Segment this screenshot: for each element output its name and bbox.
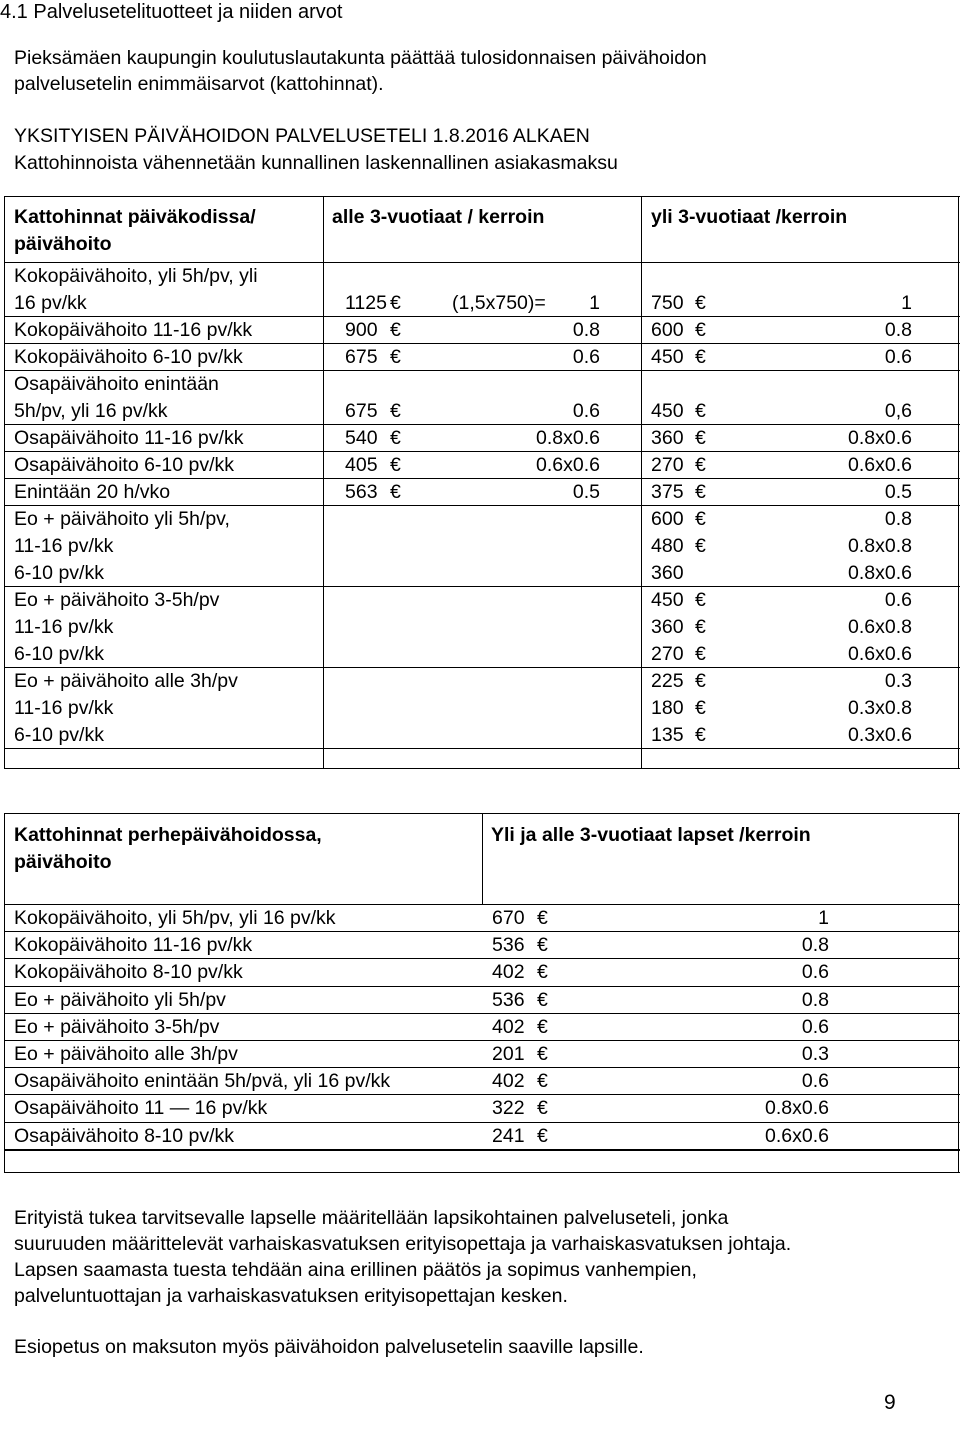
row-label: Eo + päivähoito 3-5h/pv — [14, 589, 220, 611]
price-over3: 360 — [651, 427, 684, 449]
table-border — [4, 768, 960, 769]
table-border — [4, 1172, 960, 1173]
euro-symbol: € — [537, 1097, 548, 1120]
formula-under3: (1,5x750)= — [452, 292, 546, 314]
table-border — [323, 196, 324, 769]
euro-symbol: € — [390, 400, 401, 422]
price-over3: 360 — [651, 562, 684, 584]
coef: 0.6 — [801, 1015, 829, 1038]
table-header-label: Kattohinnat päiväkodissa/ — [14, 206, 256, 228]
row-separator — [4, 904, 960, 905]
row-label: Osapäivähoito 11-16 pv/kk — [14, 427, 244, 449]
row-separator — [4, 1040, 960, 1041]
coef: 0.8x0.6 — [765, 1097, 829, 1120]
coef-over3: 0.3x0.8 — [848, 697, 912, 719]
row-separator — [4, 586, 960, 587]
table-header-over3: yli 3-vuotiaat /kerroin — [651, 206, 848, 228]
price-over3: 375 — [651, 481, 684, 503]
price: 201 — [492, 1043, 525, 1065]
row-separator — [4, 478, 960, 479]
row-separator — [4, 343, 960, 344]
price-under3: 563 — [345, 481, 378, 503]
row-label: Kokopäivähoito, yli 5h/pv, yli — [14, 265, 258, 287]
price-over3: 450 — [651, 400, 684, 422]
euro-symbol: € — [390, 427, 401, 449]
coef-over3: 0.8x0.8 — [848, 535, 912, 557]
row-separator — [4, 1013, 960, 1014]
coef-over3: 0.8x0.6 — [848, 427, 912, 449]
euro-symbol: € — [537, 988, 548, 1011]
coef-over3: 0.8x0.6 — [848, 562, 912, 584]
row-separator — [4, 370, 960, 371]
table-header-label: päivähoito — [14, 233, 112, 255]
coef-over3: 0.6x0.6 — [848, 454, 912, 476]
row-label: Kokopäivähoito, yli 5h/pv, yli 16 pv/kk — [14, 907, 336, 929]
price: 322 — [492, 1097, 525, 1120]
row-label: Eo + päivähoito yli 5h/pv — [14, 988, 226, 1011]
row-label: Kokopäivähoito 6-10 pv/kk — [14, 346, 243, 368]
row-label: Osapäivähoito 6-10 pv/kk — [14, 454, 235, 476]
euro-symbol: € — [695, 508, 706, 530]
euro-symbol: € — [537, 1015, 548, 1038]
row-label: 6-10 pv/kk — [14, 562, 104, 584]
paragraph-line: Lapsen saamasta tuesta tehdään aina erillinen päätös ja sopimus vanhempien, — [14, 1259, 697, 1281]
euro-symbol: € — [695, 454, 706, 476]
row-separator — [4, 1122, 960, 1123]
voucher-heading: YKSITYISEN PÄIVÄHOIDON PALVELUSETELI 1.8.2016 ALKAEN — [14, 125, 590, 147]
euro-symbol: € — [695, 589, 706, 611]
price-over3: 180 — [651, 697, 684, 719]
row-separator — [4, 667, 960, 668]
price-over3: 135 — [651, 724, 684, 746]
row-label: Osapäivähoito 8-10 pv/kk — [14, 1124, 235, 1147]
euro-symbol: € — [537, 934, 548, 957]
row-label: 16 pv/kk — [14, 292, 87, 314]
euro-symbol: € — [695, 427, 706, 449]
row-label: Enintään 20 h/vko — [14, 481, 171, 503]
table-header-under3: alle 3-vuotiaat / kerroin — [332, 206, 545, 228]
intro-paragraph — [14, 45, 707, 97]
row-label: 11-16 pv/kk — [14, 535, 114, 557]
price: 670 — [492, 907, 525, 929]
coef-over3: 0.8 — [884, 508, 912, 530]
table-border — [958, 196, 959, 769]
table-border — [958, 813, 959, 1173]
coef: 0.6 — [801, 1070, 829, 1093]
row-label: Osapäivähoito 11 — 16 pv/kk — [14, 1097, 268, 1120]
coef-over3: 0.6x0.8 — [848, 616, 912, 638]
preschool-paragraph: Esiopetus on maksuton myös päivähoidon palvelusetelin saaville lapsille. — [14, 1336, 644, 1358]
row-label: Eo + päivähoito alle 3h/pv — [14, 1043, 238, 1065]
row-label: Eo + päivähoito alle 3h/pv — [14, 670, 238, 692]
euro-symbol: € — [695, 319, 706, 341]
euro-symbol: € — [537, 1070, 548, 1093]
coef-over3: 0.6 — [884, 346, 912, 368]
row-separator — [4, 424, 960, 425]
coef-under3: 1 — [589, 292, 600, 314]
euro-symbol: € — [695, 670, 706, 692]
table-border — [641, 196, 642, 769]
price-under3: 1125 — [345, 292, 387, 314]
price-under3: 675 — [345, 346, 378, 368]
row-label: Osapäivähoito enintään 5h/pvä, yli 16 pv/kk — [14, 1070, 391, 1093]
price-over3: 360 — [651, 616, 684, 638]
euro-symbol: € — [695, 643, 706, 665]
row-separator — [4, 451, 960, 452]
price: 402 — [492, 961, 525, 984]
section-title: 4.1 Palvelusetelituotteet ja niiden arvot — [0, 1, 343, 23]
euro-symbol: € — [390, 346, 401, 368]
price-over3: 270 — [651, 643, 684, 665]
table-header-label: päivähoito — [14, 851, 112, 873]
row-separator — [4, 316, 960, 317]
price-over3: 225 — [651, 670, 684, 692]
price-over3: 750 — [651, 292, 684, 314]
row-separator — [4, 958, 960, 959]
price-over3: 450 — [651, 589, 684, 611]
special-support-paragraph — [14, 1205, 791, 1309]
paragraph-line: suuruuden määrittelevät varhaiskasvatuksen erityisopettaja ja varhaiskasvatuksen johtaja. — [14, 1233, 792, 1255]
coef-over3: 0.6x0.6 — [848, 643, 912, 665]
euro-symbol: € — [537, 961, 548, 984]
euro-symbol: € — [695, 481, 706, 503]
page-number: 9 — [884, 1391, 896, 1414]
table-header-all-ages: Yli ja alle 3-vuotiaat lapset /kerroin — [491, 824, 811, 846]
row-label: 11-16 pv/kk — [14, 616, 114, 638]
euro-symbol: € — [537, 1124, 548, 1147]
table-header-label: Kattohinnat perhepäivähoidossa, — [14, 824, 322, 846]
coef-under3: 0.6 — [572, 400, 600, 422]
row-label: 5h/pv, yli 16 pv/kk — [14, 400, 168, 422]
price-over3: 450 — [651, 346, 684, 368]
price-under3: 900 — [345, 319, 378, 341]
coef: 0.6 — [801, 961, 829, 984]
coef-over3: 0.5 — [884, 481, 912, 503]
price: 402 — [492, 1015, 525, 1038]
price-under3: 405 — [345, 454, 378, 476]
row-label: Osapäivähoito enintään — [14, 373, 219, 395]
euro-symbol: € — [695, 346, 706, 368]
euro-symbol: € — [390, 481, 401, 503]
paragraph-line: Erityistä tukea tarvitsevalle lapselle määritellään lapsikohtainen palveluseteli, jonka — [14, 1207, 729, 1229]
coef-under3: 0.5 — [572, 481, 600, 503]
euro-symbol: € — [537, 907, 548, 929]
coef: 0.8 — [801, 988, 829, 1011]
coef-under3: 0.8 — [572, 319, 600, 341]
price-over3: 600 — [651, 508, 684, 530]
price: 536 — [492, 934, 525, 957]
row-label: 6-10 pv/kk — [14, 643, 104, 665]
euro-symbol: € — [695, 400, 706, 422]
row-separator — [4, 1094, 960, 1095]
coef: 0.3 — [801, 1043, 829, 1065]
price-over3: 270 — [651, 454, 684, 476]
row-label: Kokopäivähoito 11-16 pv/kk — [14, 319, 253, 341]
euro-symbol: € — [390, 454, 401, 476]
table-border — [4, 196, 5, 769]
euro-symbol: € — [537, 1043, 548, 1065]
euro-symbol: € — [390, 292, 401, 314]
price-under3: 675 — [345, 400, 378, 422]
euro-symbol: € — [695, 616, 706, 638]
price-over3: 480 — [651, 535, 684, 557]
coef-under3: 0.8x0.6 — [536, 427, 600, 449]
intro-line: palvelusetelin enimmäisarvot (kattohinnat). — [14, 73, 384, 95]
row-separator — [4, 1150, 960, 1151]
row-label: 11-16 pv/kk — [14, 697, 114, 719]
table-border — [4, 196, 960, 197]
price: 241 — [492, 1124, 525, 1147]
euro-symbol: € — [695, 535, 706, 557]
coef: 1 — [818, 907, 829, 929]
coef-over3: 0.3 — [884, 670, 912, 692]
intro-line: Pieksämäen kaupungin koulutuslautakunta päättää tulosidonnaisen päivähoidon — [14, 47, 707, 69]
row-separator — [4, 931, 960, 932]
euro-symbol: € — [695, 292, 706, 314]
row-separator — [4, 986, 960, 987]
coef-under3: 0.6x0.6 — [536, 454, 600, 476]
coef: 0.8 — [801, 934, 829, 957]
euro-symbol: € — [390, 319, 401, 341]
paragraph-line: palveluntuottajan ja varhaiskasvatuksen erityisopettajan kesken. — [14, 1285, 568, 1307]
row-separator — [4, 505, 960, 506]
row-separator — [4, 748, 960, 749]
coef-over3: 0.8 — [884, 319, 912, 341]
coef-under3: 0.6 — [572, 346, 600, 368]
price-over3: 600 — [651, 319, 684, 341]
coef: 0.6x0.6 — [765, 1124, 829, 1147]
row-label: Kokopäivähoito 11-16 pv/kk — [14, 934, 253, 957]
coef-over3: 1 — [901, 292, 912, 314]
coef-over3: 0.3x0.6 — [848, 724, 912, 746]
table-border — [482, 813, 483, 905]
euro-symbol: € — [695, 724, 706, 746]
table-border — [4, 813, 5, 1173]
coef-over3: 0.6 — [884, 589, 912, 611]
row-label: Eo + päivähoito 3-5h/pv — [14, 1015, 220, 1038]
price-under3: 540 — [345, 427, 378, 449]
row-separator — [4, 262, 960, 263]
row-label: Eo + päivähoito yli 5h/pv, — [14, 508, 230, 530]
row-separator — [4, 1067, 960, 1068]
euro-symbol: € — [695, 697, 706, 719]
row-label: 6-10 pv/kk — [14, 724, 104, 746]
voucher-subheading: Kattohinnoista vähennetään kunnallinen laskennallinen asiakasmaksu — [14, 152, 618, 174]
price: 536 — [492, 988, 525, 1011]
row-label: Kokopäivähoito 8-10 pv/kk — [14, 961, 243, 984]
coef-over3: 0,6 — [884, 400, 912, 422]
price: 402 — [492, 1070, 525, 1093]
